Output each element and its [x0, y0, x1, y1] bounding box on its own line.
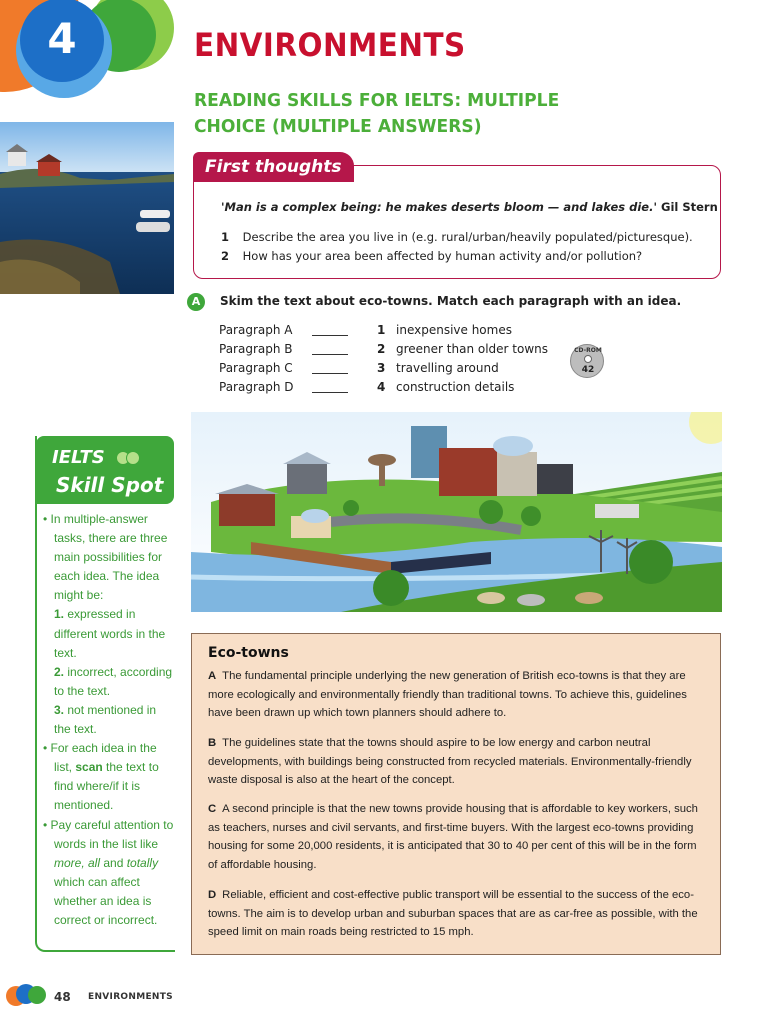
- question-text: Describe the area you live in (e.g. rural/urban/heavily populated/picturesque).: [242, 230, 693, 244]
- paragraph-letter: D: [208, 889, 217, 901]
- skill-spot-title: Skill Spot: [56, 473, 164, 497]
- question-text: How has your area been affected by human activity and/or pollution?: [242, 249, 643, 263]
- eco-towns-title: Eco-towns: [208, 645, 289, 661]
- paragraph-label: Paragraph C: [219, 361, 293, 375]
- skill-spot-text: [43, 510, 175, 930]
- eco-paragraph-c: [208, 800, 708, 874]
- cd-rom-label: CD-ROM: [574, 347, 602, 354]
- skill-spot-ielts: IELTS: [52, 447, 105, 468]
- discussion-question: [221, 249, 642, 263]
- quote-author: Gil Stern: [661, 200, 718, 214]
- section-title: READING SKILLS FOR IELTS: MULTIPLE CHOICE (MULTIPLE ANSWERS): [194, 90, 560, 137]
- question-number: 2: [221, 249, 230, 263]
- idea-text: travelling around: [396, 361, 499, 375]
- paragraph-text: Reliable, efficient and cost-effective public transport will be essential to the success of the eco-towns. The aim is to develop urban and suburban spaces that are as car-free as possible, with the speed limit on main roads being restricted to 15 mph.: [208, 889, 698, 939]
- tip-point: 3. not mentioned in the text.: [54, 702, 157, 737]
- answer-blank[interactable]: [312, 373, 348, 374]
- cd-rom-icon: [570, 344, 604, 378]
- tip-point: 2. incorrect, according to the text.: [54, 664, 173, 698]
- discussion-question: [221, 230, 693, 244]
- paragraph-text: A second principle is that the new towns provide housing that is affordable to key workers, such as teachers, nurses and civil servants, and first-time buyers. With the largest eco-towns providing housing for some 20,000 residents, it is anticipated that 30 to 40 per cent of this will be in the form of affordable housing.: [208, 803, 698, 871]
- tip-bullet: • For each idea in the list, scan the text to find where/if it is mentioned.: [43, 741, 159, 813]
- chapter-number: 4: [47, 14, 77, 63]
- answer-blank[interactable]: [312, 335, 348, 336]
- page-number: 48: [54, 990, 71, 1004]
- answer-blank[interactable]: [312, 392, 348, 393]
- footer-running-title: ENVIRONMENTS: [88, 992, 173, 1002]
- eco-paragraph-a: [208, 667, 708, 723]
- chapter-title: ENVIRONMENTS: [194, 26, 466, 64]
- paragraph-letter: B: [208, 737, 217, 749]
- paragraph-text: The fundamental principle underlying the new generation of British eco-towns is that they are more ecologically and environmentally friendly than traditional towns. To achieve this, guidelines have been drawn up which town planners should adhere to.: [208, 670, 687, 720]
- paragraph-letter: A: [208, 670, 217, 682]
- task-a-instruction: Skim the text about eco-towns. Match each paragraph with an idea.: [220, 294, 682, 308]
- quote-text: 'Man is a complex being: he makes deserts bloom — and lakes die.': [221, 200, 657, 214]
- paragraph-label: Paragraph B: [219, 342, 293, 356]
- eco-town-illustration: [191, 412, 722, 612]
- quote: [221, 200, 718, 214]
- idea-number: 3: [377, 361, 386, 375]
- task-a-badge: A: [187, 293, 205, 311]
- idea-number: 1: [377, 323, 386, 337]
- lake-photo: [0, 122, 174, 294]
- idea-text: greener than older towns: [396, 342, 549, 356]
- idea-number: 2: [377, 342, 386, 356]
- answer-blank[interactable]: [312, 354, 348, 355]
- cd-hole: [584, 355, 592, 363]
- eco-paragraph-b: [208, 734, 708, 790]
- paragraph-text: The guidelines state that the towns should aspire to be low energy and carbon neutral developments, with buildings being constructed from recycled materials. Environmentally-friendly waste disposal is also at the heart of the concept.: [208, 737, 692, 787]
- eco-paragraph-d: [208, 886, 708, 942]
- tip-bullet: • Pay careful attention to words in the list like more, all and totally which can affect whether an idea is correct or incorrect.: [43, 817, 174, 927]
- paragraph-label: Paragraph A: [219, 323, 293, 337]
- idea-number: 4: [377, 380, 386, 394]
- question-number: 1: [221, 230, 230, 244]
- paragraph-label: Paragraph D: [219, 380, 294, 394]
- idea-text: construction details: [396, 380, 515, 394]
- paragraph-letter: C: [208, 803, 217, 815]
- cd-track-number: 42: [581, 365, 595, 375]
- tip-bullet: • In multiple-answer tasks, there are three main possibilities for each idea. The idea might be:: [43, 512, 168, 603]
- tip-point: 1. expressed in different words in the text.: [54, 607, 166, 660]
- idea-text: inexpensive homes: [396, 323, 512, 337]
- footer-dots-icon: [6, 984, 48, 1008]
- skill-spot-dots-icon: [116, 450, 136, 469]
- first-thoughts-tab: First thoughts: [193, 152, 354, 182]
